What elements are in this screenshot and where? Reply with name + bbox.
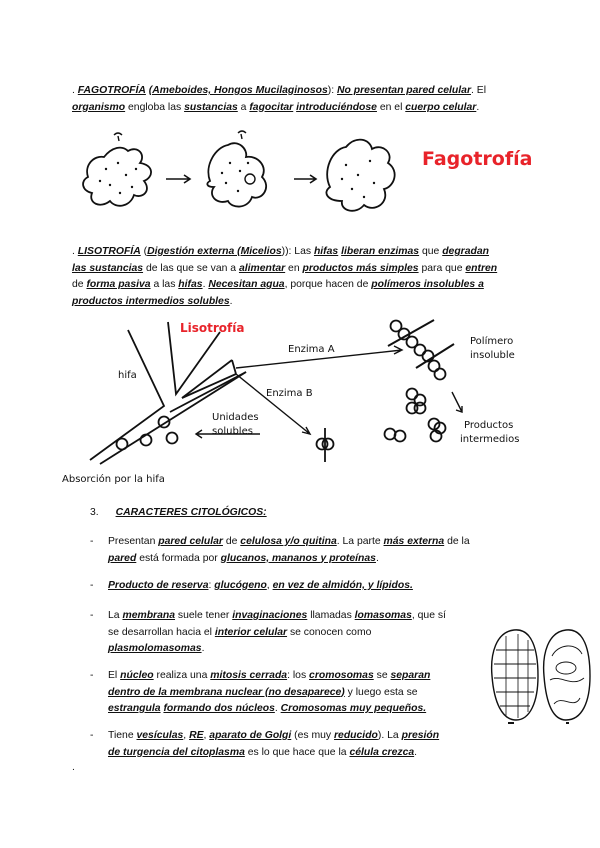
- section-3-heading: [90, 505, 267, 522]
- fagotrofia-paragraph: [72, 83, 532, 116]
- bullet-2: [108, 578, 508, 595]
- trailing-dot: .: [72, 762, 75, 773]
- lisotrofia-paragraph: [72, 244, 534, 310]
- text: glucanos, mananos y proteínas: [220, 552, 376, 564]
- text: El: [108, 670, 118, 681]
- text: presión: [401, 730, 440, 741]
- bullet-dash: -: [90, 610, 94, 621]
- text: .: [201, 643, 205, 654]
- text: invaginaciones: [232, 610, 308, 621]
- text: núcleo: [120, 670, 154, 681]
- text: hifas: [178, 279, 203, 290]
- text: membrana: [122, 610, 176, 621]
- text: .: [72, 246, 78, 257]
- text: degradan: [442, 246, 489, 257]
- text: reducido: [334, 730, 378, 741]
- section-title: CARACTERES CITOLÓGICOS:: [115, 507, 267, 518]
- text: aparato de Golgi: [209, 730, 292, 741]
- fagotrofia-figure: [70, 125, 550, 225]
- label-polimero-2: insoluble: [470, 350, 515, 361]
- text: , que sí: [411, 610, 446, 621]
- bullet-dash: -: [90, 536, 94, 547]
- lead-dot: .: [72, 85, 78, 96]
- text: :: [208, 580, 212, 591]
- text: engloba las: [128, 101, 182, 113]
- text: cromosomas: [309, 670, 374, 681]
- text: (es muy: [294, 730, 332, 741]
- text: Producto de reserva: [108, 580, 209, 591]
- text: más externa: [383, 536, 445, 547]
- text: plasmolomasomas: [108, 643, 202, 654]
- text: que: [421, 246, 440, 257]
- text: suele tener: [177, 610, 230, 621]
- text: . La parte: [336, 536, 381, 547]
- bullet-dash: -: [90, 730, 94, 741]
- text: pared: [108, 552, 137, 564]
- text: .: [274, 703, 278, 714]
- label-productos-2: intermedios: [460, 434, 520, 445]
- text: en vez de almidón, y lípidos.: [272, 580, 413, 591]
- term-fagotrofia: FAGOTROFÍA: [77, 85, 146, 96]
- text: .: [229, 295, 233, 307]
- term-lisotrofia: LISOTROFÍA: [77, 246, 141, 257]
- label-polimero-1: Polímero: [470, 336, 514, 347]
- text: entren: [465, 262, 498, 274]
- text: . El: [470, 85, 486, 96]
- text: se: [376, 670, 388, 681]
- text: se conocen como: [289, 626, 372, 638]
- text: en el: [379, 101, 403, 113]
- text: , porque hacen de: [284, 279, 369, 290]
- text: La: [108, 610, 120, 621]
- paren-fagotrofia: (Ameboides, Hongos Mucilaginosos: [148, 85, 328, 96]
- text: realiza una: [156, 670, 208, 681]
- bullet-5: [108, 728, 508, 761]
- text: Cromosomas muy pequeños.: [280, 703, 427, 714]
- text: )): Las: [281, 246, 312, 257]
- text: está formada por: [139, 552, 218, 564]
- text: de: [225, 536, 238, 547]
- text: para que: [421, 262, 463, 274]
- text: .: [414, 746, 418, 758]
- text: fagocitar: [249, 101, 294, 113]
- text: introduciéndose: [296, 101, 377, 113]
- text: a: [240, 101, 247, 113]
- text: productos más simples: [302, 262, 419, 274]
- text: ,: [203, 730, 207, 741]
- text: .: [202, 279, 206, 290]
- lisotrofia-diagram: [60, 316, 540, 490]
- text: separan: [390, 670, 431, 681]
- text: Digestión externa (Micelios: [147, 246, 282, 257]
- text: alimentar: [238, 262, 286, 274]
- text: ). La: [377, 730, 399, 741]
- text: No presentan pared celular: [337, 85, 471, 96]
- text: interior celular: [214, 626, 288, 638]
- text: polímeros insolubles a: [371, 279, 484, 290]
- text: ,: [266, 580, 270, 591]
- text: se desarrollan hacia el: [108, 626, 212, 638]
- bullet-4: [108, 668, 478, 718]
- bullet-1: [108, 534, 508, 567]
- text: es lo que hace que la: [247, 746, 347, 758]
- text: llamadas: [310, 610, 352, 621]
- text: hifas: [313, 246, 339, 257]
- lisotrofia-title: Lisotrofía: [180, 321, 245, 335]
- text: y luego esta se: [347, 686, 418, 698]
- text: liberan enzimas: [341, 246, 420, 257]
- bullet-3: [108, 608, 478, 658]
- text: : los: [287, 670, 307, 681]
- text: formando dos núcleos: [163, 703, 275, 714]
- text: de las que se van a: [145, 262, 237, 274]
- bullet-dash: -: [90, 580, 94, 591]
- text: a las: [153, 279, 176, 290]
- text: celulosa y/o quitina: [240, 536, 337, 547]
- text: dentro de la membrana nuclear (no desaparece): [108, 686, 345, 698]
- text: en: [288, 262, 300, 274]
- label-enzima-b: Enzima B: [266, 388, 313, 399]
- text: de: [72, 279, 84, 290]
- cell-illustration: [488, 624, 596, 728]
- text: .: [375, 552, 379, 564]
- text: productos intermedios solubles: [72, 295, 230, 307]
- text: (: [143, 246, 148, 257]
- text: forma pasiva: [86, 279, 151, 290]
- text: vesículas: [136, 730, 184, 741]
- text: Necesitan agua: [208, 279, 285, 290]
- fagotrofia-figure-title: Fagotrofía: [422, 148, 533, 170]
- text: de la: [447, 536, 470, 547]
- text: estrangula: [108, 703, 161, 714]
- text: organismo: [72, 101, 126, 113]
- text: de turgencia del citoplasma: [108, 746, 245, 758]
- text: glucógeno: [214, 580, 267, 591]
- text: .: [476, 101, 480, 113]
- text: Presentan: [108, 536, 156, 547]
- label-productos-1: Productos: [464, 420, 514, 431]
- label-enzima-a: Enzima A: [288, 344, 335, 355]
- section-number: 3.: [90, 507, 99, 518]
- text: ,: [183, 730, 187, 741]
- bullet-dash: -: [90, 670, 94, 681]
- text: mitosis cerrada: [210, 670, 288, 681]
- label-unidades-2: solubles: [212, 426, 253, 437]
- label-absorcion: Absorción por la hifa: [62, 474, 165, 485]
- text: pared celular: [158, 536, 223, 547]
- text: ):: [327, 85, 335, 96]
- text: las sustancias: [72, 262, 144, 274]
- text: sustancias: [184, 101, 238, 113]
- text: RE: [189, 730, 204, 741]
- text: lomasomas: [354, 610, 412, 621]
- label-unidades-1: Unidades: [212, 412, 259, 423]
- text: célula crezca: [349, 746, 415, 758]
- text: cuerpo celular: [405, 101, 477, 113]
- text: Tiene: [108, 730, 134, 741]
- label-hifa: hifa: [118, 370, 137, 381]
